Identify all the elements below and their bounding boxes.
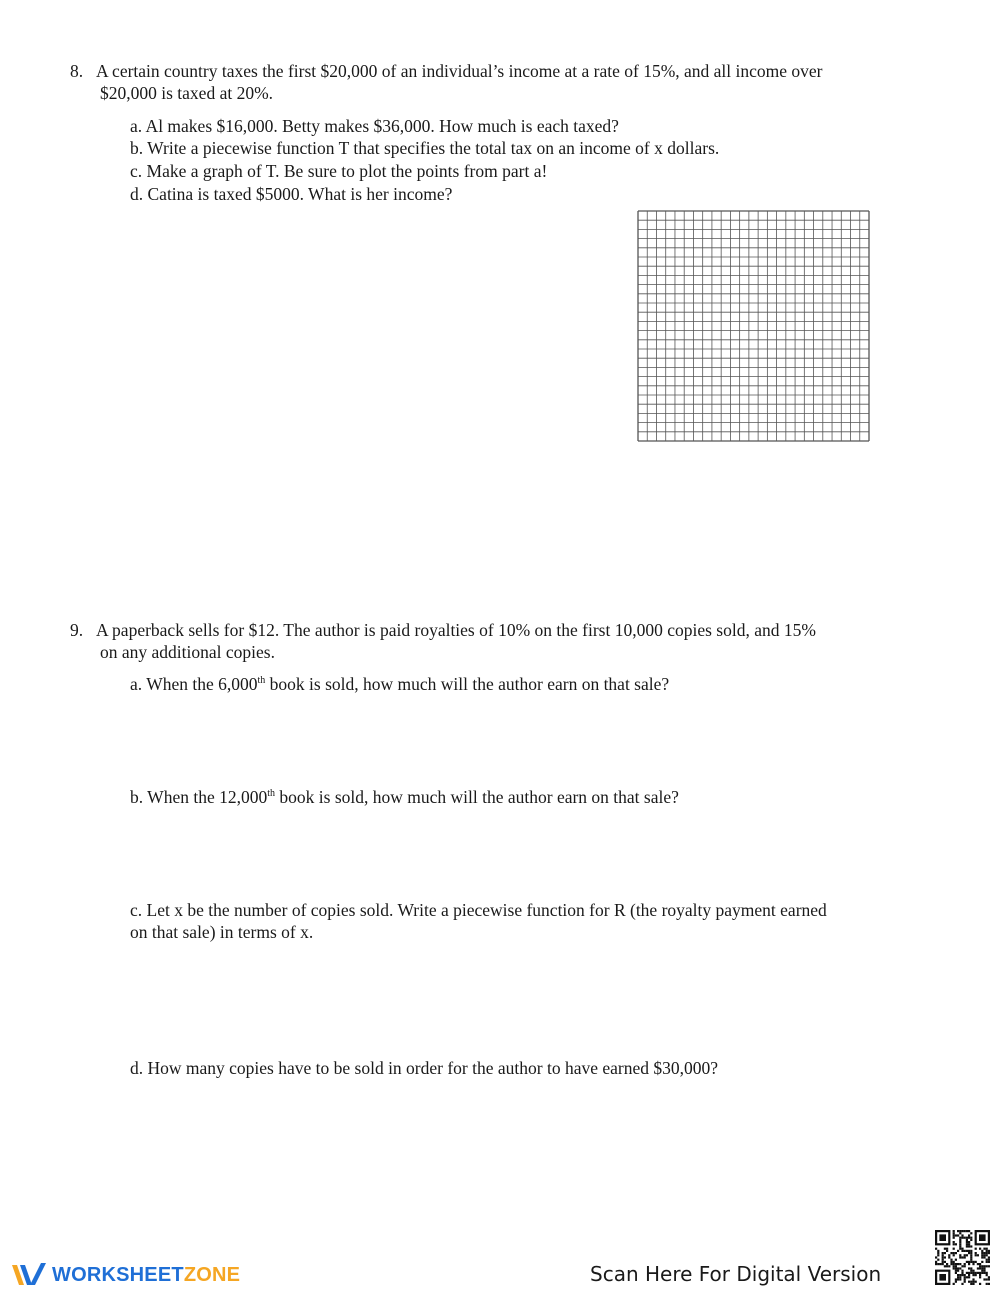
q9-part-c-line1: c. Let x be the number of copies sold. Write a piecewise function for R (the royalty payment earned: [130, 900, 827, 920]
q8-part-b: b. Write a piecewise function T that specifies the total tax on an income of x dollars.: [130, 138, 720, 158]
q9-part-b: [130, 786, 679, 809]
q8-part-a: a. Al makes $16,000. Betty makes $36,000. How much is each taxed?: [130, 116, 619, 136]
q9-part-a-sup: th: [257, 675, 266, 687]
q9-part-d: d. How many copies have to be sold in order for the author to have earned $30,000?: [130, 1058, 719, 1078]
q9-part-a-post: book is sold, how much will the author earn on that sale?: [265, 674, 670, 694]
brand-text-worksheet: WORKSHEET: [52, 1263, 184, 1286]
q9-part-a-pre: a. When the 6,000: [130, 674, 258, 694]
scan-digital-version-text: Scan Here For Digital Version: [590, 1262, 882, 1286]
q9-text-line1: A paperback sells for $12. The author is paid royalties of 10% on the first 10,000 copies sold, and 15%: [96, 620, 816, 640]
qr-code-icon[interactable]: [935, 1230, 993, 1286]
q9-part-b-post: book is sold, how much will the author earn on that sale?: [275, 787, 679, 807]
graph-paper-grid: [637, 210, 870, 442]
q8-text-line2: $20,000 is taxed at 20%.: [100, 83, 274, 103]
q8-text-line1: A certain country taxes the first $20,000 of an individual’s income at a rate of 15%, and all income over: [96, 61, 823, 81]
brand-text-zone: ZONE: [183, 1263, 241, 1286]
worksheetzone-brand[interactable]: [10, 1260, 240, 1290]
worksheetzone-logo-icon: [10, 1261, 48, 1289]
q8-part-c: c. Make a graph of T. Be sure to plot the points from part a!: [130, 161, 548, 181]
q9-part-c-line2: on that sale) in terms of x.: [130, 922, 314, 942]
q9-part-a: [130, 673, 669, 696]
q9-part-b-sup: th: [267, 788, 276, 800]
q8-part-d: d. Catina is taxed $5000. What is her income?: [130, 184, 453, 204]
q9-number: 9.: [70, 620, 84, 640]
q9-text-line2: on any additional copies.: [100, 642, 275, 662]
q8-number: 8.: [70, 61, 84, 81]
q9-part-b-pre: b. When the 12,000: [130, 787, 268, 807]
